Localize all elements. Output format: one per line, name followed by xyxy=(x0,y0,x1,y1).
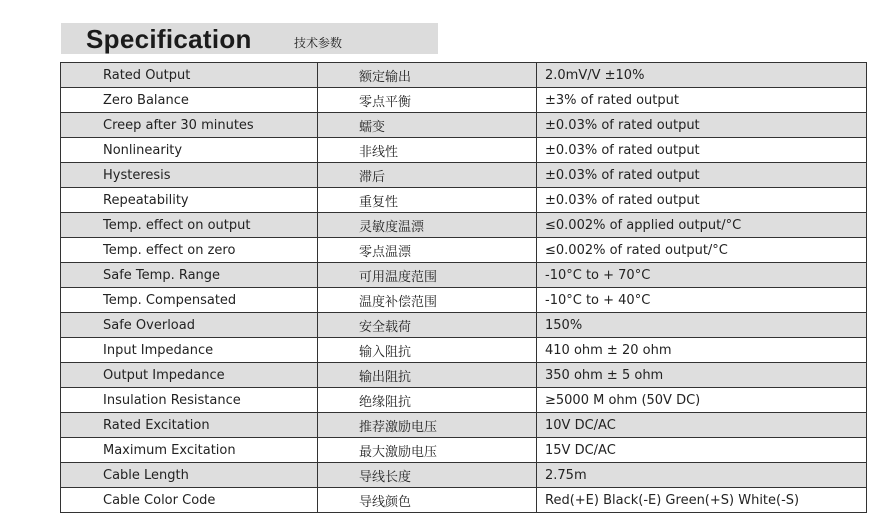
param-value: ±0.03% of rated output xyxy=(537,113,867,138)
param-name: Rated Excitation xyxy=(61,413,318,438)
table-row xyxy=(61,138,867,163)
param-name-cn: 重复性 xyxy=(318,188,537,213)
param-name: Temp. effect on zero xyxy=(61,238,318,263)
param-name-cn: 安全载荷 xyxy=(318,313,537,338)
param-name: Cable Length xyxy=(61,463,318,488)
param-name: Safe Overload xyxy=(61,313,318,338)
table-row xyxy=(61,438,867,463)
param-name: Rated Output xyxy=(61,63,318,88)
param-value: 2.75m xyxy=(537,463,867,488)
table-row xyxy=(61,338,867,363)
param-name: Safe Temp. Range xyxy=(61,263,318,288)
param-value: -10°C to + 70°C xyxy=(537,263,867,288)
table-row xyxy=(61,163,867,188)
table-row xyxy=(61,213,867,238)
param-value: 15V DC/AC xyxy=(537,438,867,463)
param-name-cn: 可用温度范围 xyxy=(318,263,537,288)
param-name-cn: 输入阻抗 xyxy=(318,338,537,363)
param-name: Insulation Resistance xyxy=(61,388,318,413)
param-value: ≤0.002% of applied output/°C xyxy=(537,213,867,238)
param-value: 350 ohm ± 5 ohm xyxy=(537,363,867,388)
param-name: Zero Balance xyxy=(61,88,318,113)
page-title: Specification xyxy=(86,24,252,54)
param-value: ±0.03% of rated output xyxy=(537,163,867,188)
specification-table-body xyxy=(61,63,867,513)
table-row xyxy=(61,263,867,288)
param-value: ±0.03% of rated output xyxy=(537,188,867,213)
param-name: Hysteresis xyxy=(61,163,318,188)
param-name-cn: 导线长度 xyxy=(318,463,537,488)
param-name-cn: 推荐激励电压 xyxy=(318,413,537,438)
param-name: Input Impedance xyxy=(61,338,318,363)
table-row xyxy=(61,113,867,138)
param-name-cn: 额定输出 xyxy=(318,63,537,88)
table-row xyxy=(61,288,867,313)
spec-header-bar xyxy=(61,23,438,54)
param-name-cn: 温度补偿范围 xyxy=(318,288,537,313)
param-value: ≥5000 M ohm (50V DC) xyxy=(537,388,867,413)
param-value: ±0.03% of rated output xyxy=(537,138,867,163)
param-value: -10°C to + 40°C xyxy=(537,288,867,313)
param-name-cn: 最大激励电压 xyxy=(318,438,537,463)
param-name-cn: 零点平衡 xyxy=(318,88,537,113)
param-name: Output Impedance xyxy=(61,363,318,388)
param-name-cn: 输出阻抗 xyxy=(318,363,537,388)
param-name-cn: 滞后 xyxy=(318,163,537,188)
param-value: 150% xyxy=(537,313,867,338)
table-row xyxy=(61,463,867,488)
param-name: Repeatability xyxy=(61,188,318,213)
page-subtitle-cn: 技术参数 xyxy=(294,36,343,50)
param-name-cn: 导线颜色 xyxy=(318,488,537,513)
param-name: Temp. effect on output xyxy=(61,213,318,238)
param-name-cn: 绝缘阻抗 xyxy=(318,388,537,413)
table-row xyxy=(61,88,867,113)
table-row xyxy=(61,188,867,213)
param-name: Creep after 30 minutes xyxy=(61,113,318,138)
table-row xyxy=(61,363,867,388)
param-name-cn: 蠕变 xyxy=(318,113,537,138)
param-value: 2.0mV/V ±10% xyxy=(537,63,867,88)
param-name-cn: 非线性 xyxy=(318,138,537,163)
param-value: ±3% of rated output xyxy=(537,88,867,113)
param-name-cn: 灵敏度温漂 xyxy=(318,213,537,238)
param-name: Temp. Compensated xyxy=(61,288,318,313)
param-name: Nonlinearity xyxy=(61,138,318,163)
table-row xyxy=(61,63,867,88)
param-value: ≤0.002% of rated output/°C xyxy=(537,238,867,263)
table-row xyxy=(61,413,867,438)
param-value: 410 ohm ± 20 ohm xyxy=(537,338,867,363)
param-value: 10V DC/AC xyxy=(537,413,867,438)
param-value: Red(+E) Black(-E) Green(+S) White(-S) xyxy=(537,488,867,513)
param-name-cn: 零点温漂 xyxy=(318,238,537,263)
table-row xyxy=(61,313,867,338)
table-row xyxy=(61,238,867,263)
table-row xyxy=(61,388,867,413)
param-name: Cable Color Code xyxy=(61,488,318,513)
param-name: Maximum Excitation xyxy=(61,438,318,463)
table-row xyxy=(61,488,867,513)
specification-table xyxy=(60,62,867,513)
